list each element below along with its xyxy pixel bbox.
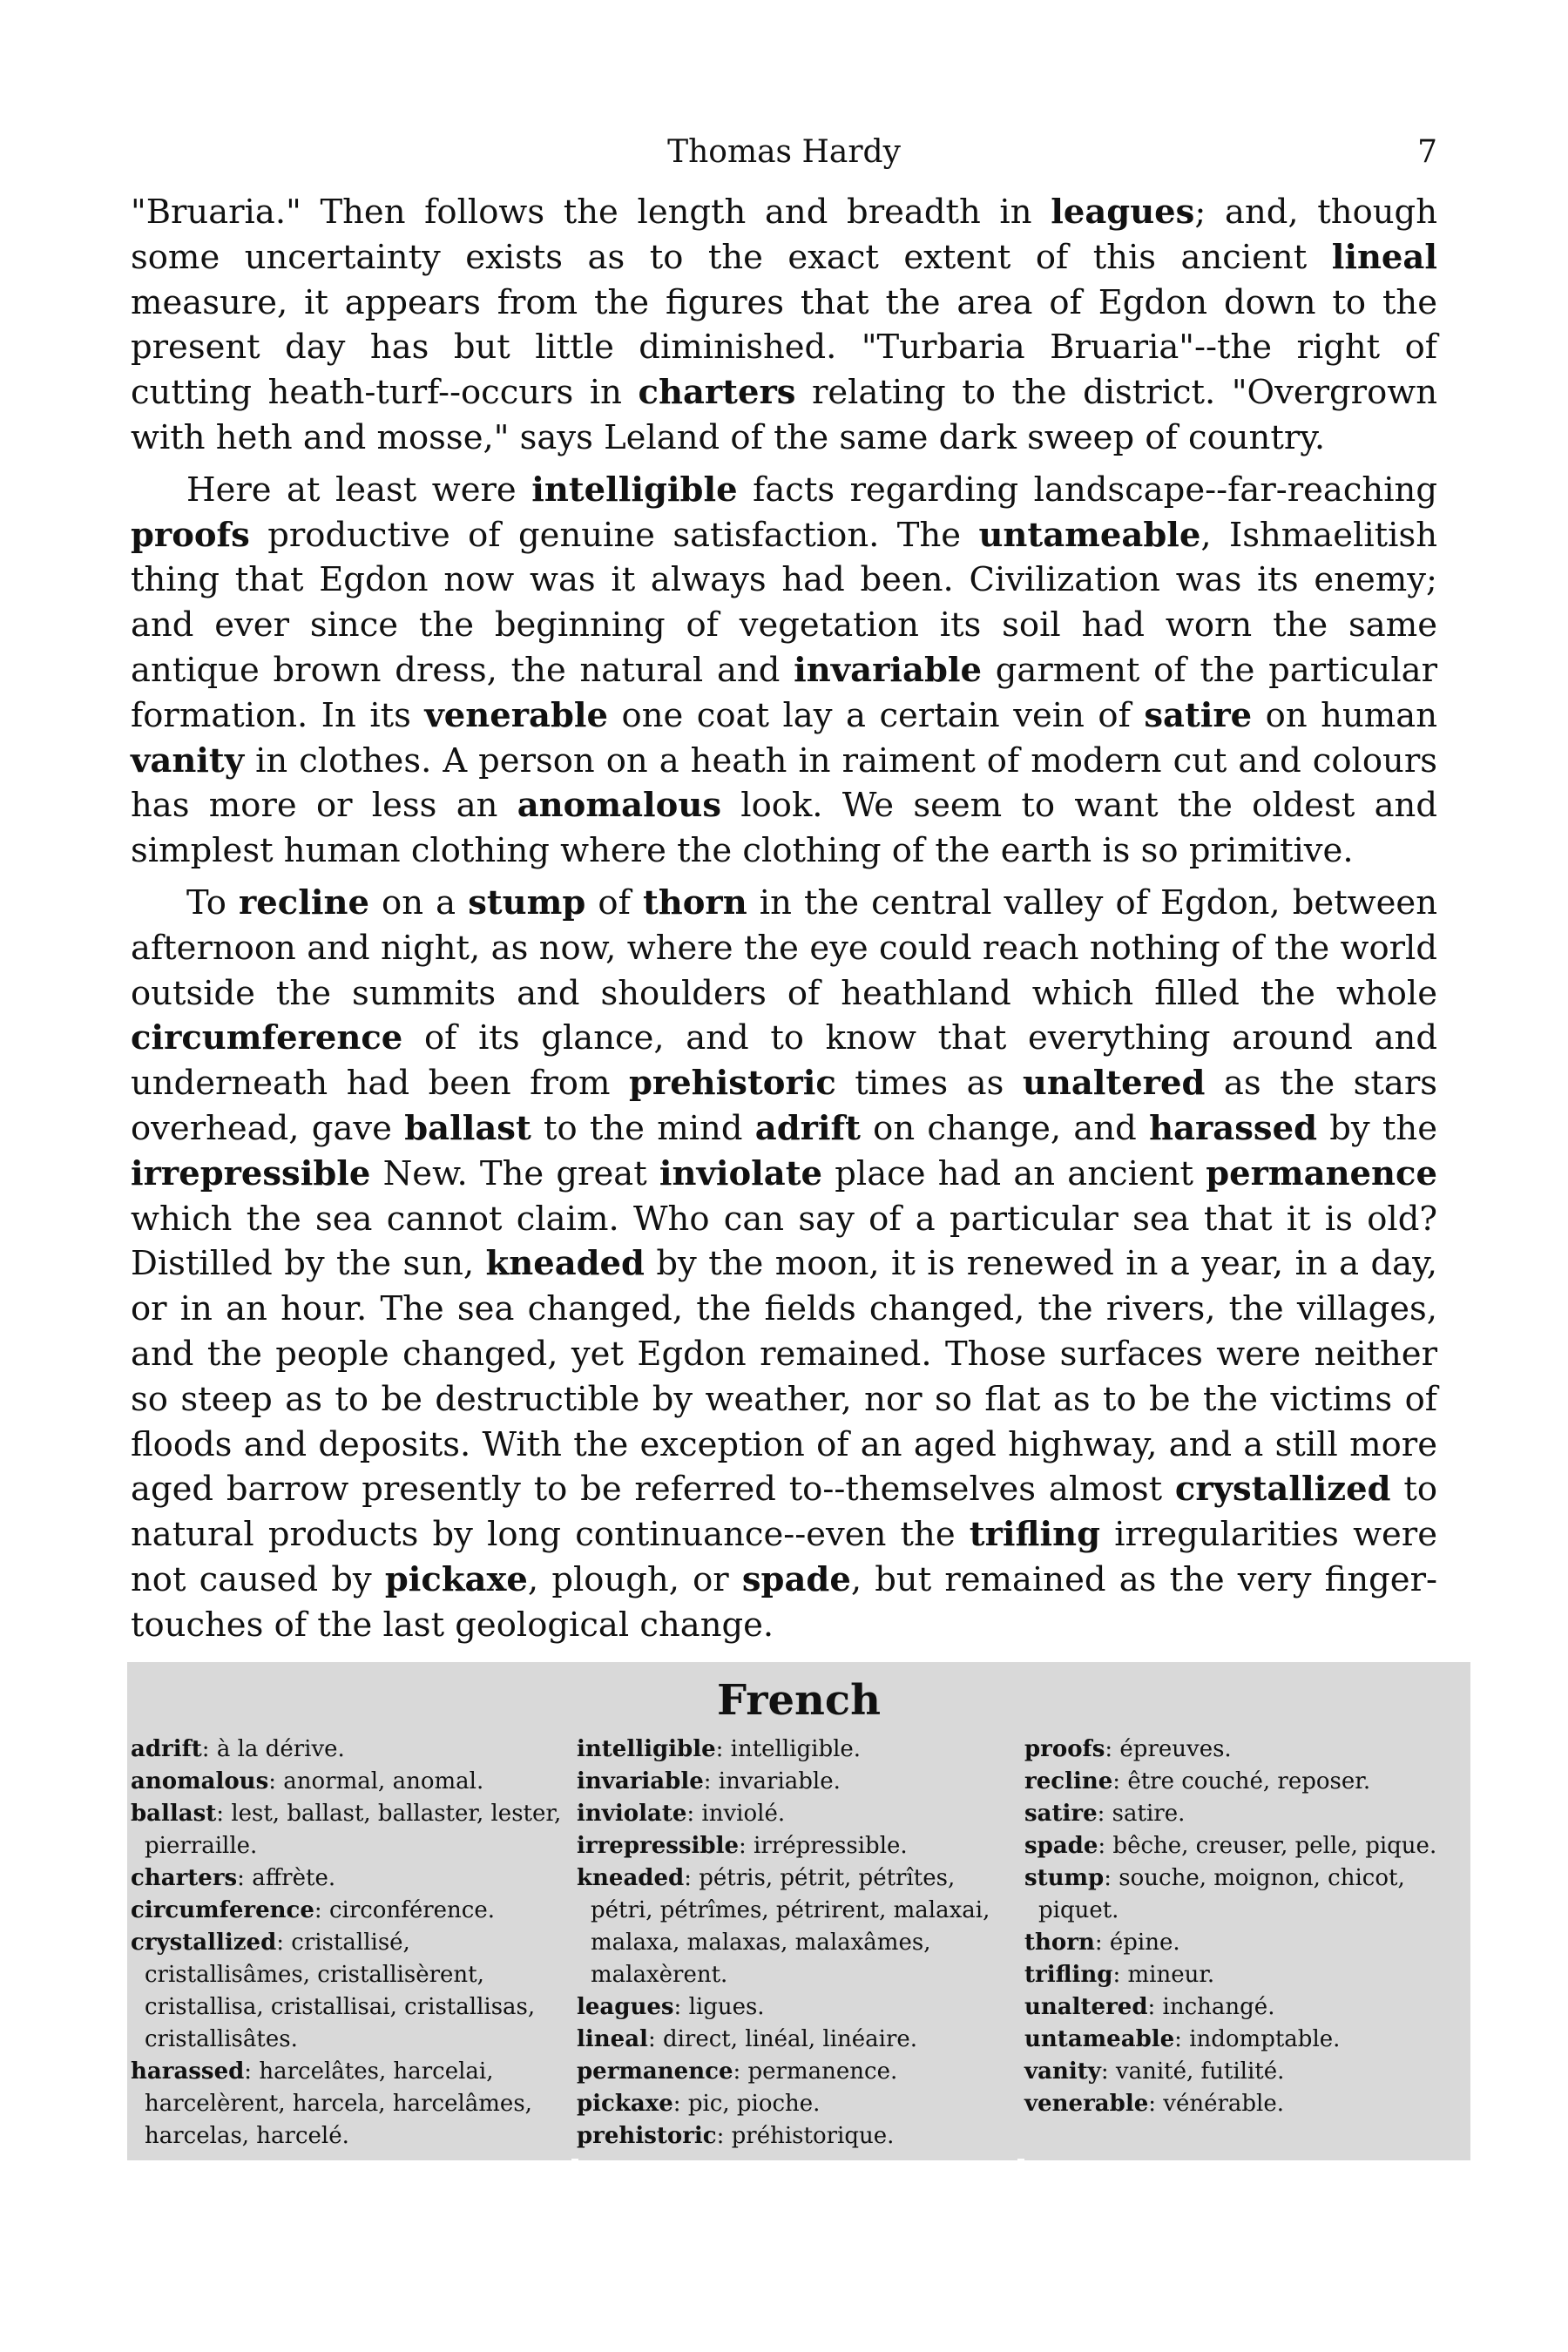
text-run: , but remained as the very finger-touches of the last geological change. bbox=[131, 1559, 1437, 1645]
vocabulary-column bbox=[577, 1734, 1012, 2153]
vocabulary-entry bbox=[131, 1734, 566, 1766]
entry-definition: vénérable. bbox=[1163, 2091, 1285, 2117]
vocab-word: stump bbox=[468, 882, 586, 923]
entry-separator: : bbox=[216, 1801, 232, 1827]
entry-separator: : bbox=[703, 1768, 719, 1794]
text-run: look. We seem to want the oldest and simplest human clothing where the clothing of the earth is so primitive. bbox=[131, 786, 1437, 871]
entry-definition: circonférence. bbox=[328, 1897, 495, 1923]
text-run: facts regarding landscape--far-reaching bbox=[737, 470, 1437, 510]
entry-word: intelligible bbox=[577, 1736, 716, 1762]
vocab-word: permanence bbox=[1206, 1153, 1437, 1193]
vocab-word: thorn bbox=[642, 882, 747, 923]
entry-separator: : bbox=[716, 2123, 732, 2149]
main-text bbox=[131, 190, 1437, 1655]
entry-definition: à la dérive. bbox=[216, 1736, 345, 1762]
text-run: by the bbox=[1317, 1108, 1437, 1148]
entry-definition: pic, pioche. bbox=[687, 2091, 821, 2117]
text-run: times as bbox=[835, 1064, 1023, 1104]
entry-word: permanence bbox=[577, 2058, 733, 2085]
entry-definition: direct, linéal, linéaire. bbox=[662, 2026, 918, 2052]
entry-separator: : bbox=[715, 1736, 731, 1762]
entry-word: venerable bbox=[1024, 2091, 1149, 2117]
text-run: , plough, or bbox=[527, 1559, 742, 1599]
entry-word: anomalous bbox=[131, 1768, 269, 1794]
text-run: in clothes. A person on a heath in raiment of modern cut and colours has more or less an bbox=[131, 740, 1437, 826]
vocab-word: intelligible bbox=[531, 470, 738, 510]
vocabulary-entry bbox=[131, 1766, 566, 1798]
entry-word: trifling bbox=[1024, 1962, 1113, 1988]
vocab-word: kneaded bbox=[485, 1244, 645, 1284]
vocabulary-entry bbox=[131, 1798, 566, 1862]
entry-word: prehistoric bbox=[577, 2123, 717, 2149]
text-run: on human bbox=[1252, 695, 1437, 735]
vocabulary-entry bbox=[1024, 2024, 1460, 2056]
vocabulary-entry bbox=[577, 1798, 1012, 1830]
entry-definition: irrépressible. bbox=[754, 1833, 908, 1859]
vocab-word: ballast bbox=[404, 1108, 531, 1148]
entry-separator: : bbox=[1100, 2058, 1116, 2085]
vocab-word: trifling bbox=[969, 1515, 1101, 1555]
entry-separator: : bbox=[237, 1865, 253, 1891]
entry-separator: : bbox=[684, 1865, 700, 1891]
vocabulary-entry bbox=[1024, 1862, 1460, 1927]
text-run: by the moon, it is renewed in a year, in a day, or in an hour. The sea changed, the fields changed, the rivers, the villages, and the people changed, yet Egdon remained. Those surfaces were neither so steep as to be destructible by weather, nor so flat as to be the victims of floods and deposits. With the exception of an aged highway, and a still more aged barrow presently to be referred to--themselves almost bbox=[131, 1244, 1437, 1510]
entry-word: recline bbox=[1024, 1768, 1113, 1794]
entry-separator: : bbox=[672, 2091, 688, 2117]
entry-definition: lest, ballast, ballaster, lester, pierraille. bbox=[145, 1801, 562, 1859]
text-run: on a bbox=[368, 882, 469, 923]
vocab-word: leagues bbox=[1051, 193, 1195, 232]
vocabulary-box bbox=[127, 1662, 1470, 2160]
text-run: of its glance, and to know that everything around and underneath had been from bbox=[131, 1018, 1437, 1104]
vocabulary-entry bbox=[1024, 1798, 1460, 1830]
vocabulary-entry bbox=[577, 2056, 1012, 2088]
vocab-word: proofs bbox=[131, 515, 250, 555]
vocabulary-entry bbox=[1024, 1830, 1460, 1862]
entry-definition: inchangé. bbox=[1162, 1994, 1275, 2020]
text-run: New. The great bbox=[370, 1153, 659, 1193]
entry-separator: : bbox=[201, 1736, 217, 1762]
entry-definition: affrète. bbox=[252, 1865, 336, 1891]
vocab-word: prehistoric bbox=[628, 1064, 836, 1104]
running-title: Thomas Hardy bbox=[667, 134, 901, 170]
vocabulary-entry bbox=[131, 1895, 566, 1927]
entry-definition: bêche, creuser, pelle, pique. bbox=[1112, 1833, 1437, 1859]
text-run: Here at least were bbox=[186, 470, 532, 510]
entry-word: crystallized bbox=[131, 1930, 277, 1956]
text-run: garment of the particular formation. In its bbox=[131, 650, 1437, 735]
text-run: as the stars overhead, gave bbox=[131, 1064, 1437, 1148]
vocabulary-title: French bbox=[716, 1676, 882, 1725]
entry-definition: cristallisé, cristallisâmes, cristallisèrent, cristallisa, cristallisai, cristallisas, cristallisâtes. bbox=[145, 1930, 536, 2052]
text-run: in the central valley of Egdon, between afternoon and night, as now, where the eye could reach nothing of the world outside the summits and shoulders of heathland which filled the whole bbox=[131, 882, 1437, 1013]
entry-definition: être couché, reposer. bbox=[1127, 1768, 1371, 1794]
entry-separator: : bbox=[1105, 1736, 1120, 1762]
vocab-word: untameable bbox=[978, 515, 1201, 555]
vocab-word: irrepressible bbox=[131, 1153, 371, 1193]
vocab-word: harassed bbox=[1149, 1108, 1318, 1148]
vocab-word: satire bbox=[1144, 695, 1253, 735]
vocab-word: lineal bbox=[1331, 237, 1437, 277]
entry-definition: invariable. bbox=[718, 1768, 841, 1794]
page-header bbox=[131, 131, 1437, 174]
entry-definition: inviolé. bbox=[701, 1801, 786, 1827]
entry-word: kneaded bbox=[577, 1865, 685, 1891]
paragraph bbox=[131, 468, 1437, 874]
text-run: one coat lay a certain vein of bbox=[608, 695, 1145, 735]
vocab-word: inviolate bbox=[659, 1153, 823, 1193]
entry-word: irrepressible bbox=[577, 1833, 739, 1859]
vocabulary-entry bbox=[131, 2056, 566, 2153]
entry-separator: : bbox=[1098, 1833, 1113, 1859]
entry-separator: : bbox=[686, 1801, 702, 1827]
text-run: of bbox=[585, 882, 643, 923]
entry-definition: mineur. bbox=[1127, 1962, 1215, 1988]
text-run: relating to the district. "Overgrown with heth and mosse," says Leland of the same dark sweep of country. bbox=[131, 373, 1438, 457]
text-run: irregularities were not caused by bbox=[131, 1515, 1437, 1599]
entry-word: satire bbox=[1024, 1801, 1098, 1827]
vocabulary-entry bbox=[577, 2024, 1012, 2056]
entry-word: inviolate bbox=[577, 1801, 687, 1827]
vocabulary-entry bbox=[577, 1862, 1012, 1991]
text-run: , Ishmaelitish thing that Egdon now was it always had been. Civilization was its enemy; and ever since the beginning of vegetation its soil had worn the same antique brown dress, the natural and bbox=[131, 515, 1437, 690]
entry-word: charters bbox=[131, 1865, 238, 1891]
entry-definition: épreuves. bbox=[1119, 1736, 1232, 1762]
entry-separator: : bbox=[314, 1897, 329, 1923]
entry-separator: : bbox=[1147, 1994, 1163, 2020]
entry-word: unaltered bbox=[1024, 1994, 1148, 2020]
vocabulary-entry bbox=[1024, 1927, 1460, 1959]
column-divider bbox=[571, 2159, 578, 2167]
entry-definition: pétris, pétrit, pétrîtes, pétri, pétrîmes, pétrirent, malaxai, malaxa, malaxas, malaxâmes, malaxèrent. bbox=[591, 1865, 990, 1988]
entry-definition: souche, moignon, chicot, piquet. bbox=[1038, 1865, 1405, 1923]
entry-definition: satire. bbox=[1112, 1801, 1186, 1827]
entry-separator: : bbox=[268, 1768, 284, 1794]
vocab-word: vanity bbox=[131, 740, 245, 781]
entry-separator: : bbox=[1094, 1930, 1110, 1956]
text-run: to the mind bbox=[531, 1108, 755, 1148]
vocabulary-entry bbox=[1024, 1959, 1460, 1991]
entry-definition: épine. bbox=[1109, 1930, 1180, 1956]
entry-separator: : bbox=[733, 2058, 748, 2085]
vocabulary-entry bbox=[577, 2088, 1012, 2120]
vocab-word: charters bbox=[638, 373, 796, 413]
vocab-word: recline bbox=[238, 882, 369, 923]
entry-separator: : bbox=[673, 1994, 689, 2020]
entry-separator: : bbox=[647, 2026, 663, 2052]
entry-word: adrift bbox=[131, 1736, 202, 1762]
entry-separator: : bbox=[739, 1833, 754, 1859]
vocabulary-entry bbox=[577, 2120, 1012, 2153]
entry-separator: : bbox=[1097, 1801, 1112, 1827]
entry-separator: : bbox=[1148, 2091, 1164, 2117]
paragraph bbox=[131, 881, 1437, 1648]
text-run: ; and, though some uncertainty exists as to the exact extent of this ancient bbox=[131, 193, 1437, 277]
entry-definition: intelligible. bbox=[730, 1736, 862, 1762]
entry-word: spade bbox=[1024, 1833, 1098, 1859]
entry-separator: : bbox=[1112, 1962, 1128, 1988]
entry-separator: : bbox=[1112, 1768, 1128, 1794]
column-divider bbox=[1017, 2159, 1024, 2167]
text-run: which the sea cannot claim. Who can say of a particular sea that it is old? Distilled by the sun, bbox=[131, 1199, 1437, 1284]
entry-definition: permanence. bbox=[747, 2058, 898, 2085]
entry-definition: ligues. bbox=[688, 1994, 765, 2020]
entry-word: vanity bbox=[1024, 2058, 1101, 2085]
text-run: measure, it appears from the figures that the area of Egdon down to the present day has but little diminished. "Turbaria Bruaria"--the right of cutting heath-turf--occurs in bbox=[131, 282, 1437, 413]
vocab-word: adrift bbox=[754, 1108, 861, 1148]
entry-separator: : bbox=[276, 1930, 292, 1956]
vocab-word: pickaxe bbox=[384, 1559, 528, 1599]
entry-definition: préhistorique. bbox=[731, 2123, 895, 2149]
vocabulary-column bbox=[131, 1734, 566, 2153]
entry-word: lineal bbox=[577, 2026, 648, 2052]
entry-definition: vanité, futilité. bbox=[1115, 2058, 1285, 2085]
entry-word: pickaxe bbox=[577, 2091, 673, 2117]
vocabulary-entry bbox=[1024, 1766, 1460, 1798]
entry-word: untameable bbox=[1024, 2026, 1175, 2052]
vocab-word: circumference bbox=[131, 1018, 403, 1058]
entry-word: circumference bbox=[131, 1897, 314, 1923]
vocabulary-entry bbox=[1024, 1991, 1460, 2024]
vocabulary-entry bbox=[131, 1862, 566, 1895]
entry-definition: indomptable. bbox=[1189, 2026, 1341, 2052]
text-run: To bbox=[186, 882, 239, 923]
entry-word: stump bbox=[1024, 1865, 1105, 1891]
entry-separator: : bbox=[1174, 2026, 1190, 2052]
vocabulary-entry bbox=[577, 1766, 1012, 1798]
vocabulary-entry bbox=[577, 1734, 1012, 1766]
text-run: productive of genuine satisfaction. The bbox=[249, 515, 979, 555]
entry-word: leagues bbox=[577, 1994, 674, 2020]
paragraph bbox=[131, 190, 1437, 461]
vocabulary-entry bbox=[1024, 2088, 1460, 2120]
vocab-word: invariable bbox=[794, 650, 982, 690]
entry-word: proofs bbox=[1024, 1736, 1105, 1762]
text-run: place had an ancient bbox=[822, 1153, 1206, 1193]
entry-definition: anormal, anomal. bbox=[283, 1768, 484, 1794]
vocab-word: venerable bbox=[424, 695, 608, 735]
vocab-word: crystallized bbox=[1174, 1470, 1391, 1510]
vocab-word: unaltered bbox=[1022, 1064, 1206, 1104]
vocabulary-entry bbox=[1024, 2056, 1460, 2088]
entry-word: harassed bbox=[131, 2058, 245, 2085]
vocabulary-entry bbox=[131, 1927, 566, 2056]
text-run: "Bruaria." Then follows the length and breadth in bbox=[131, 193, 1051, 232]
vocabulary-entry bbox=[577, 1830, 1012, 1862]
text-run: on change, and bbox=[860, 1108, 1150, 1148]
entry-word: invariable bbox=[577, 1768, 704, 1794]
entry-separator: : bbox=[244, 2058, 260, 2085]
vocabulary-entry bbox=[577, 1991, 1012, 2024]
vocab-word: spade bbox=[741, 1559, 851, 1599]
entry-word: ballast bbox=[131, 1801, 217, 1827]
entry-definition: harcelâtes, harcelai, harcelèrent, harcela, harcelâmes, harcelas, harcelé. bbox=[145, 2058, 532, 2149]
page-number: 7 bbox=[1417, 134, 1437, 170]
entry-separator: : bbox=[1104, 1865, 1119, 1891]
vocabulary-entry bbox=[1024, 1734, 1460, 1766]
vocabulary-column bbox=[1024, 1734, 1460, 2120]
entry-word: thorn bbox=[1024, 1930, 1095, 1956]
text-run: to natural products by long continuance--even the bbox=[131, 1470, 1437, 1555]
vocab-word: anomalous bbox=[517, 786, 722, 826]
